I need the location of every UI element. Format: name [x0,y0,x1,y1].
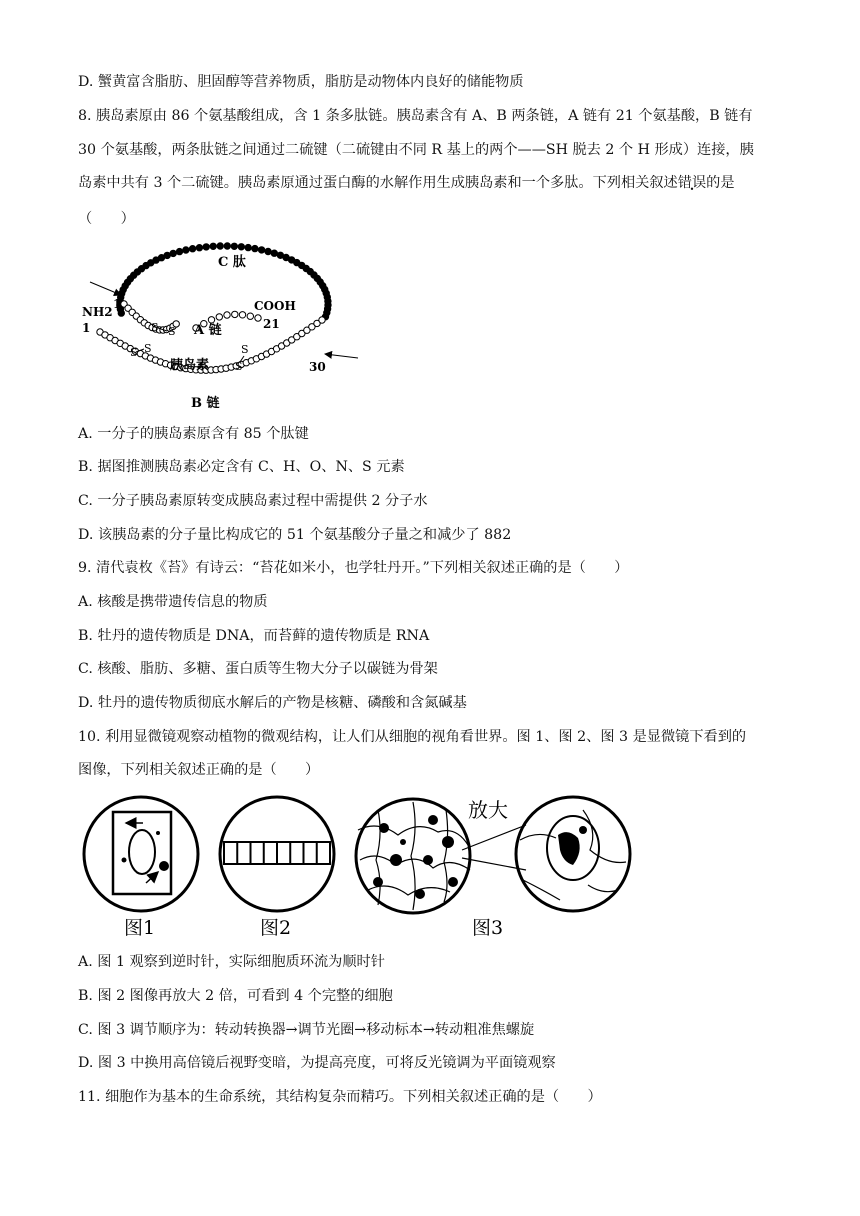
q9-option-a: A. 核酸是携带遗传信息的物质 [78,594,268,610]
c-peptide-bead [170,250,176,256]
c-peptide-bead [271,250,277,256]
q10-option-d: D. 图 3 中换用高倍镜后视野变暗，为提高亮度，可将反光镜调为平面镜观察 [78,1055,556,1071]
q10-option-a: A. 图 1 观察到逆时针，实际细胞质环流为顺时针 [78,954,385,970]
b-chain-start-number: 1 [82,321,91,335]
q8-option-d: D. 该胰岛素的分子量比构成它的 51 个氨基酸分子量之和减少了 882 [78,527,512,543]
c-peptide-bead [245,244,251,250]
c-peptide-bead [224,243,230,249]
c-peptide-bead [196,245,202,251]
insulin-diagram [78,232,368,412]
s-atom: S [151,321,159,334]
figure-3-tissue [356,797,630,913]
c-peptide-bead [189,246,195,252]
cleavage-arrow-left [90,282,121,295]
q10-stem-line1: 10. 利用显微镜观察动植物的微观结构，让人们从细胞的视角看世界。图 1、图 2、图 3 是显微镜下看到的 [78,729,747,745]
q10-stem-line2: 图像，下列相关叙述正确的是（ ） [78,762,320,778]
amino-acid-bead [232,311,238,317]
c-peptide-bead [252,245,258,251]
q9-option-d: D. 牡丹的遗传物质彻底水解后的产物是核糖、磷酸和含氮碱基 [78,695,467,711]
c-peptide-bead [183,247,189,253]
microscope-figures [78,790,638,940]
q9-option-b: B. 牡丹的遗传物质是 DNA，而苔藓的遗传物质是 RNA [78,628,430,644]
a-chain-label: A 链 [194,323,222,338]
figure-2-caption: 图2 [260,917,292,939]
s-atom: S [241,343,249,356]
q8-option-a: A. 一分子的胰岛素原含有 85 个肽键 [78,426,309,442]
figure-2-cell-row [220,797,334,911]
enlarge-label: 放大 [468,798,508,822]
q10-option-c: C. 图 3 调节顺序为：转动转换器→调节光圈→移动标本→转动粗准焦螺旋 [78,1022,535,1038]
c-peptide-bead [176,248,182,254]
cooh-label: COOH [254,299,296,313]
q8-emphasis-wrong: 错误 [677,175,707,191]
insulin-label: 胰岛素 [170,358,210,373]
q11-stem: 11. 细胞作为基本的生命系统，其结构复杂而精巧。下列相关叙述正确的是（ ） [78,1089,602,1105]
amino-acid-bead [255,315,261,321]
q10-option-b: B. 图 2 图像再放大 2 倍，可看到 4 个完整的细胞 [78,988,393,1004]
q8-stem-line1: 8. 胰岛素原由 86 个氨基酸组成，含 1 条多肽链。胰岛素含有 A、B 两条链，A 链有 21 个氨基酸，B 链有 [78,108,753,124]
c-peptide-label: C 肽 [218,255,246,270]
q9-option-c: C. 核酸、脂肪、多糖、蛋白质等生物大分子以碳链为骨架 [78,661,438,677]
c-peptide-bead [258,247,264,253]
figure-1-caption: 图1 [124,917,156,939]
q9-stem: 9. 清代袁枚《苔》有诗云：“苔花如米小，也学牡丹开。”下列相关叙述正确的是（ ） [78,560,629,576]
s-atom: S [130,346,138,359]
flow-arrow-bottom [146,872,158,883]
b-chain-end-number: 30 [309,360,326,374]
a-chain-beads [121,301,261,333]
q8-stem-line3-end: 的是 [706,175,735,191]
s-atom: S [144,342,152,355]
amino-acid-bead [247,313,253,319]
amino-acid-bead [216,314,222,320]
cleavage-arrow-right [325,354,358,358]
q8-stem-line2: 30 个氨基酸，两条肽链之间通过二硫键（二硫键由不同 R 基上的两个——SH 脱去 2 个 H 形成）连接，胰 [78,142,754,158]
c-peptide-bead [265,248,271,254]
amino-acid-bead [224,312,230,318]
a-chain-end-number: 21 [263,317,280,331]
c-peptide-bead [217,243,223,249]
amino-acid-bead [239,312,245,318]
c-peptide-bead [238,244,244,250]
q8-option-c: C. 一分子胰岛素原转变成胰岛素过程中需提供 2 分子水 [78,493,428,509]
c-peptide-bead [231,243,237,249]
nh2-label: NH2 [82,305,113,319]
q7-option-d: D. 蟹黄富含脂肪、胆固醇等营养物质，脂肪是动物体内良好的储能物质 [78,74,524,90]
q8-stem-line3-text: 岛素中共有 3 个二硫键。胰岛素原通过蛋白酶的水解作用生成胰岛素和一个多肽。下列相关叙述 [78,175,678,191]
s-atom: S [235,360,243,373]
c-peptide-bead [164,252,170,258]
q8-option-b: B. 据图推测胰岛素必定含有 C、H、O、N、S 元素 [78,459,405,475]
b-chain-label: B 链 [191,396,220,411]
c-peptide-bead [210,243,216,249]
c-peptide-bead [203,244,209,250]
q8-stem-line3 [78,173,735,193]
a-chain-start-number: 1 [113,297,122,311]
amino-acid-bead [319,317,325,323]
q8-answer-paren: （ ） [78,211,135,227]
figure-1-cytoplasm-flow [84,797,198,911]
figure-3-caption: 图3 [472,917,504,939]
s-atom: S [168,325,176,338]
